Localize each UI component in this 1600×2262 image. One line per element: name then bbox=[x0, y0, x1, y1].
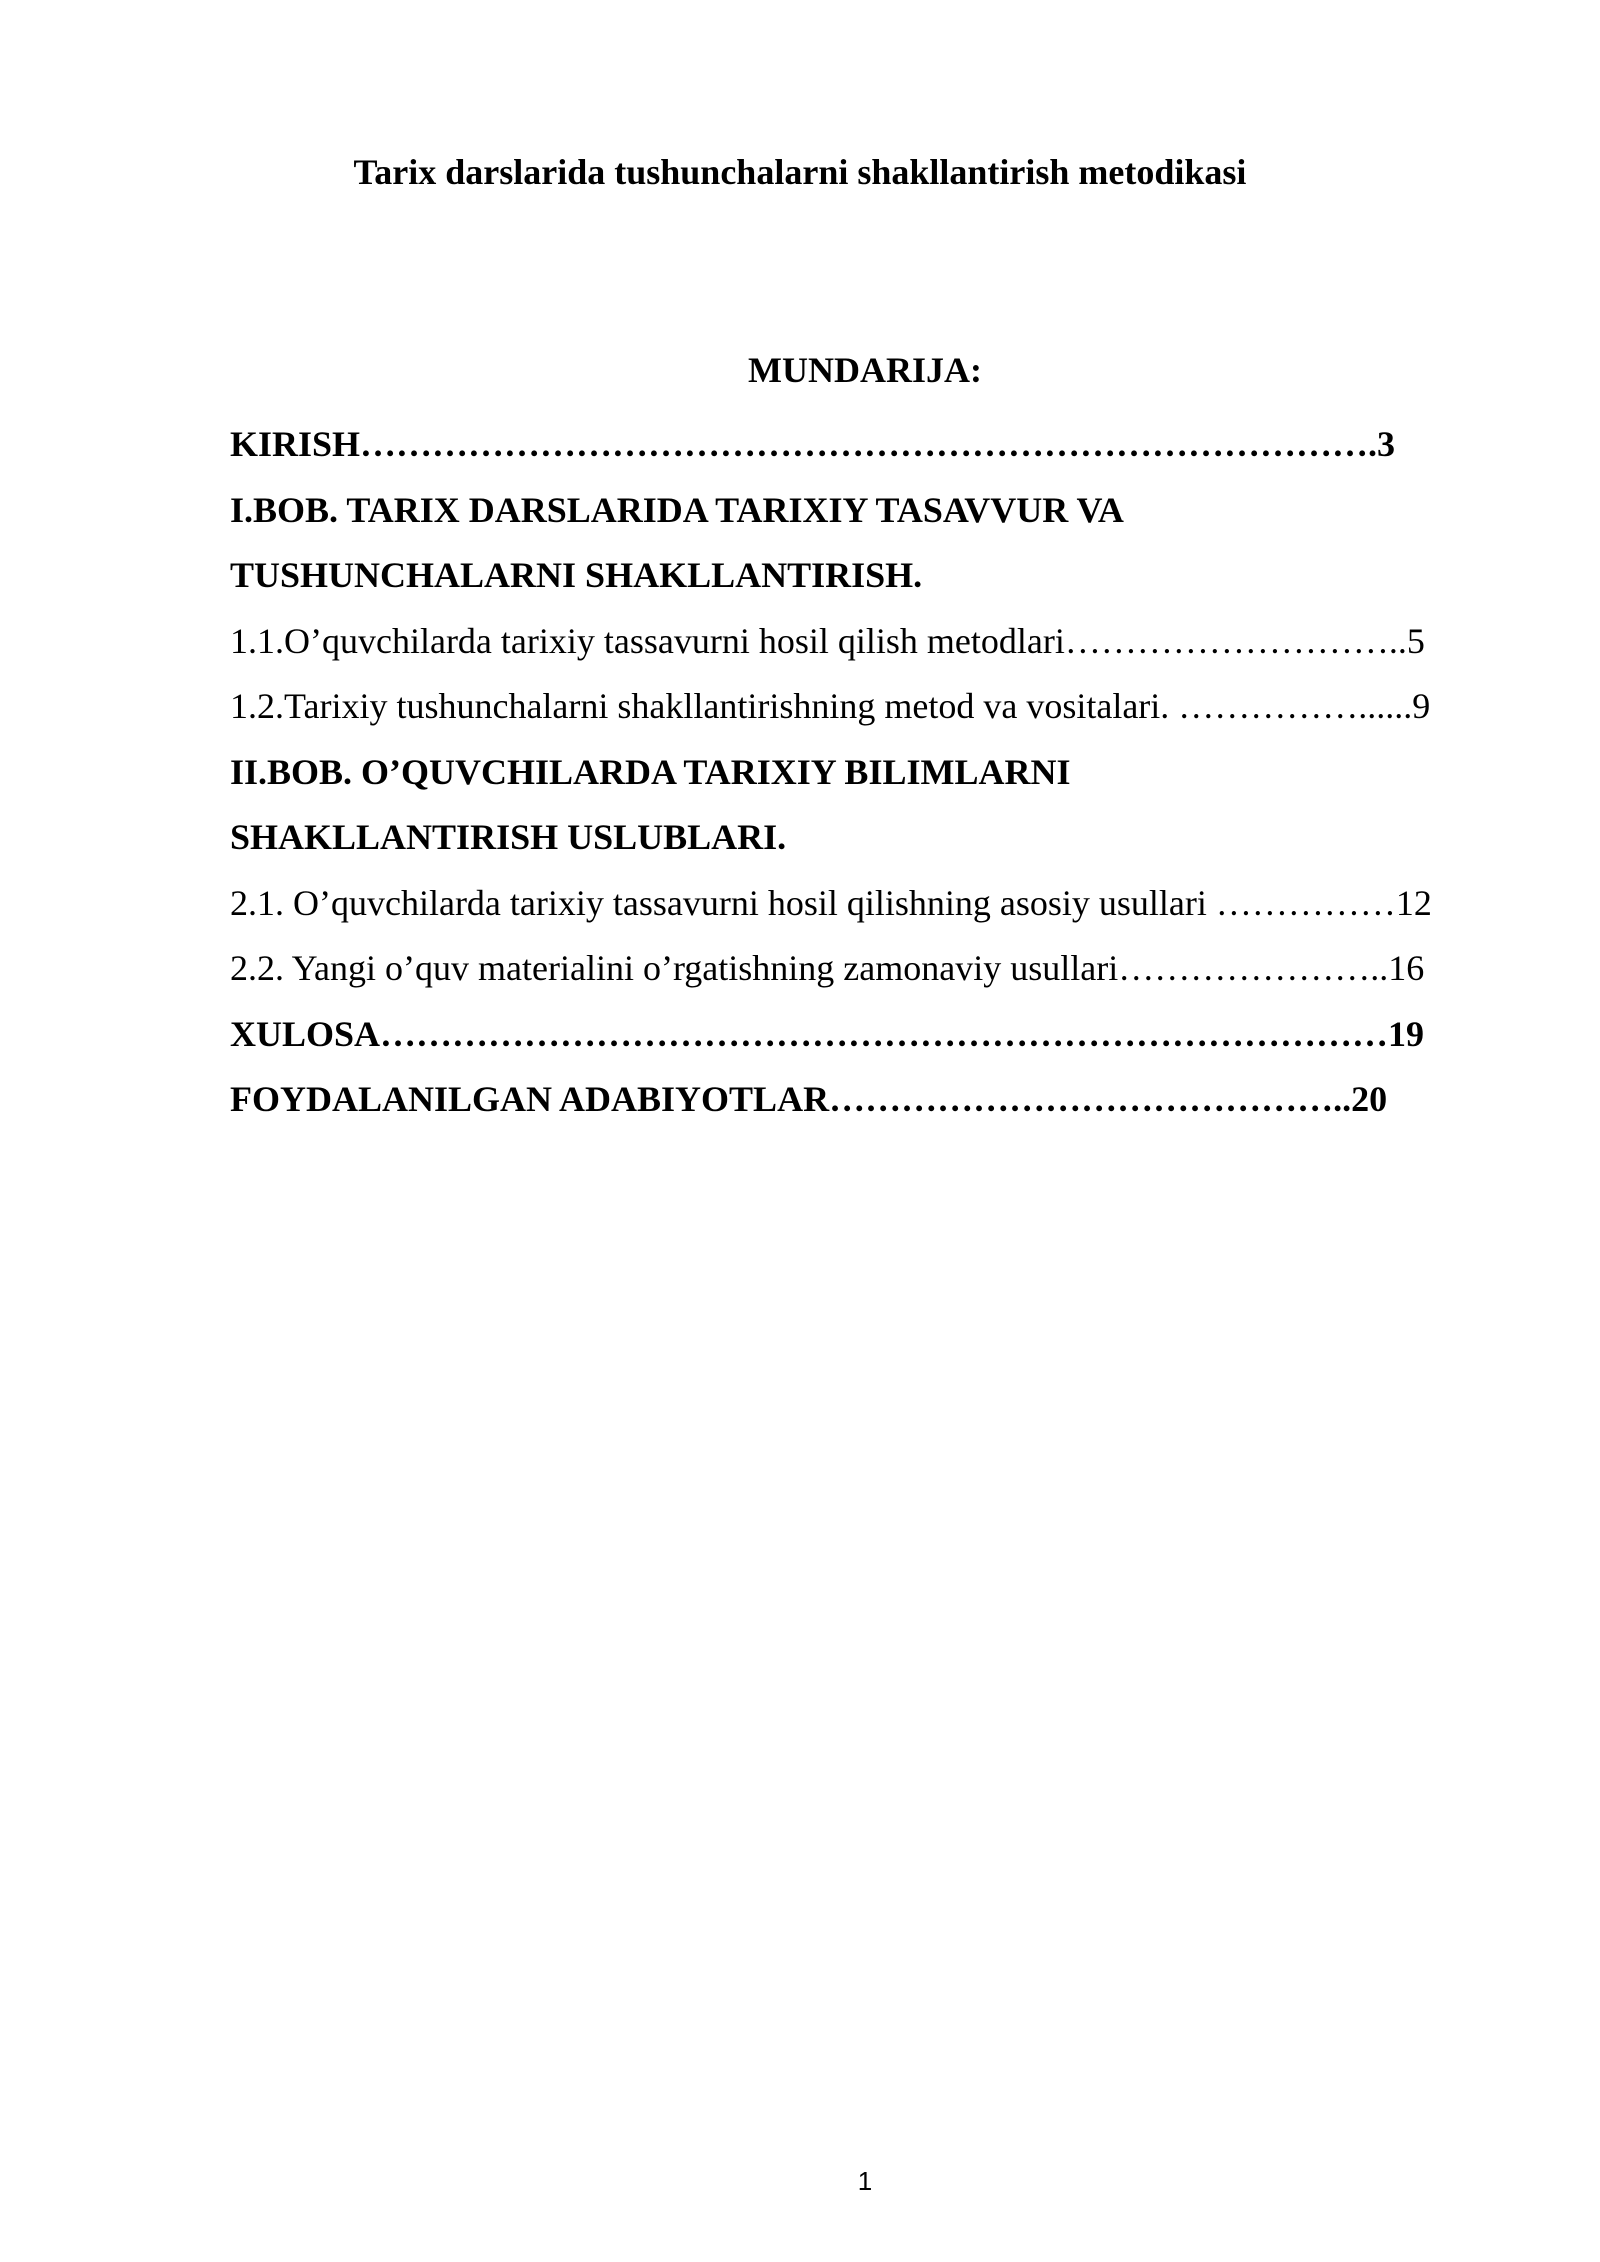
toc-heading: MUNDARIJA: bbox=[748, 350, 982, 390]
table-of-contents bbox=[230, 412, 1492, 1133]
toc-line-kirish: KIRISH………………………………………………………………………….3 bbox=[230, 424, 1396, 464]
toc-line-references: FOYDALANILGAN ADABIYOTLAR……………………………………..20 bbox=[230, 1079, 1388, 1119]
toc-line-section-2-2: 2.2. Yangi o’quv materialini o’rgatishning zamonaviy usullari…………………..16 bbox=[230, 948, 1425, 988]
toc-line-section-1-1: 1.1.O’quvchilarda tarixiy tassavurni hosil qilish metodlari………………………..5 bbox=[230, 620, 1425, 661]
document-title: Tarix darslarida tushunchalarni shakllantirish metodikasi bbox=[353, 152, 1247, 192]
toc-line-chapter-1-heading: I.BOB. TARIX DARSLARIDA TARIXIY TASAVVUR VA bbox=[230, 489, 1124, 530]
toc-line-section-1-2: 1.2.Tarixiy tushunchalarni shakllantirishning metod va vositalari. ……………......9 bbox=[230, 686, 1431, 726]
toc-line-xulosa: XULOSA…………………………………………………………………………19 bbox=[230, 1013, 1425, 1054]
toc-line-chapter-2-heading: II.BOB. O’QUVCHILARDA TARIXIY BILIMLARNI bbox=[230, 751, 1071, 792]
toc-line-chapter-1-heading-cont: TUSHUNCHALARNI SHAKLLANTIRISH. bbox=[230, 555, 923, 595]
toc-line-chapter-2-heading-cont: SHAKLLANTIRISH USLUBLARI. bbox=[230, 817, 787, 857]
toc-line-section-2-1: 2.1. O’quvchilarda tarixiy tassavurni hosil qilishning asosiy usullari ……………12 bbox=[230, 882, 1432, 923]
page-number: 1 bbox=[857, 2166, 873, 2196]
